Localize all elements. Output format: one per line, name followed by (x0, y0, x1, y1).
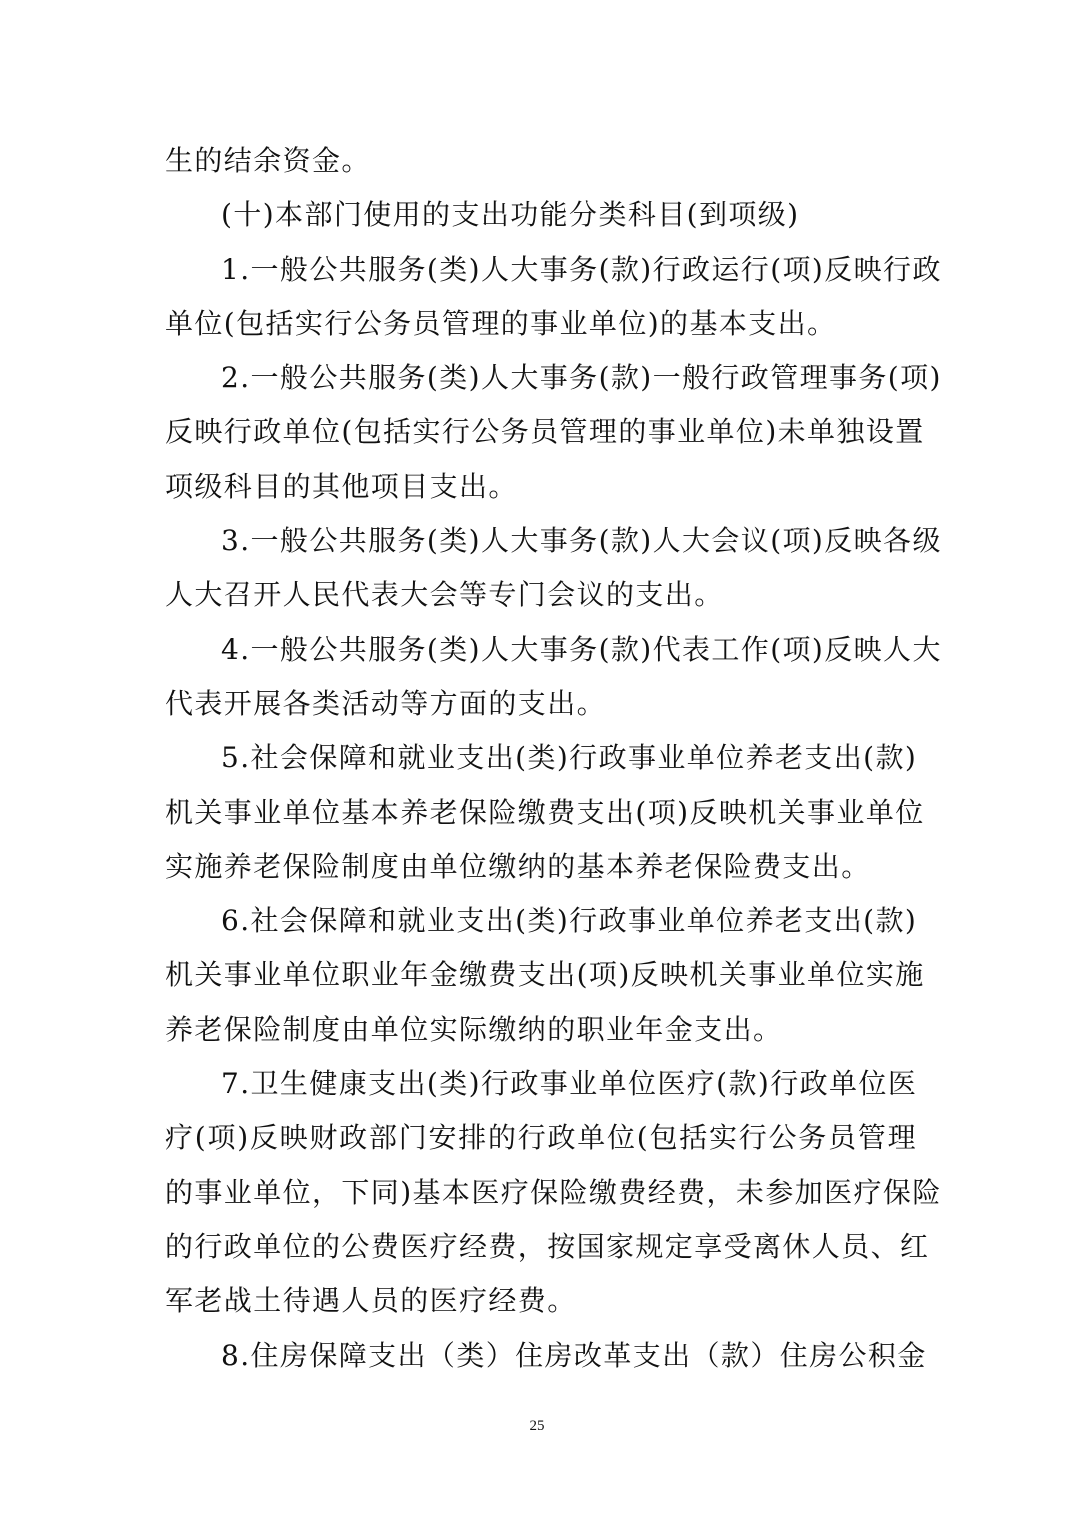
text-line-17: 养老保险制度由单位实际缴纳的职业年金支出。 (165, 1012, 783, 1046)
text-line-4: 单位(包括实行公务员管理的事业单位)的基本支出。 (165, 306, 837, 340)
text-line-9: 人大召开人民代表大会等专门会议的支出。 (165, 578, 724, 612)
text-line-12: 5.社会保障和就业支出(类)行政事业单位养老支出(款) (221, 741, 918, 775)
text-line-21: 的行政单位的公费医疗经费，按国家规定享受离休人员、红 (165, 1229, 930, 1263)
document-body (165, 134, 942, 1383)
text-line-6: 反映行政单位(包括实行公务员管理的事业单位)未单独设置 (165, 415, 925, 449)
text-line-11: 代表开展各类活动等方面的支出。 (165, 686, 607, 720)
text-line-19: 疗(项)反映财政部门安排的行政单位(包括实行公务员管理 (165, 1121, 917, 1155)
text-line-18: 7.卫生健康支出(类)行政事业单位医疗(款)行政单位医 (221, 1067, 918, 1101)
text-line-7: 项级科目的其他项目支出。 (165, 469, 518, 503)
text-line-20: 的事业单位，下同)基本医疗保险缴费经费，未参加医疗保险 (165, 1175, 942, 1209)
text-line-15: 6.社会保障和就业支出(类)行政事业单位养老支出(款) (221, 904, 918, 938)
text-line-5: 2.一般公共服务(类)人大事务(款)一般行政管理事务(项) (221, 361, 942, 395)
text-line-22: 军老战土待遇人员的医疗经费。 (165, 1284, 577, 1318)
text-line-23: 8.住房保障支出（类）住房改革支出（款）住房公积金 (221, 1338, 927, 1372)
text-line-2: (十)本部门使用的支出功能分类科目(到项级) (221, 198, 800, 232)
text-line-3: 1.一般公共服务(类)人大事务(款)行政运行(项)反映行政 (221, 252, 942, 286)
text-line-16: 机关事业单位职业年金缴费支出(项)反映机关事业单位实施 (165, 958, 925, 992)
text-line-1: 生的结余资金。 (165, 144, 371, 177)
text-line-14: 实施养老保险制度由单位缴纳的基本养老保险费支出。 (165, 849, 871, 883)
text-line-13: 机关事业单位基本养老保险缴费支出(项)反映机关事业单位 (165, 795, 925, 829)
page-number: 25 (529, 1418, 545, 1434)
text-line-10: 4.一般公共服务(类)人大事务(款)代表工作(项)反映人大 (221, 632, 942, 666)
text-line-8: 3.一般公共服务(类)人大事务(款)人大会议(项)反映各级 (221, 524, 942, 558)
